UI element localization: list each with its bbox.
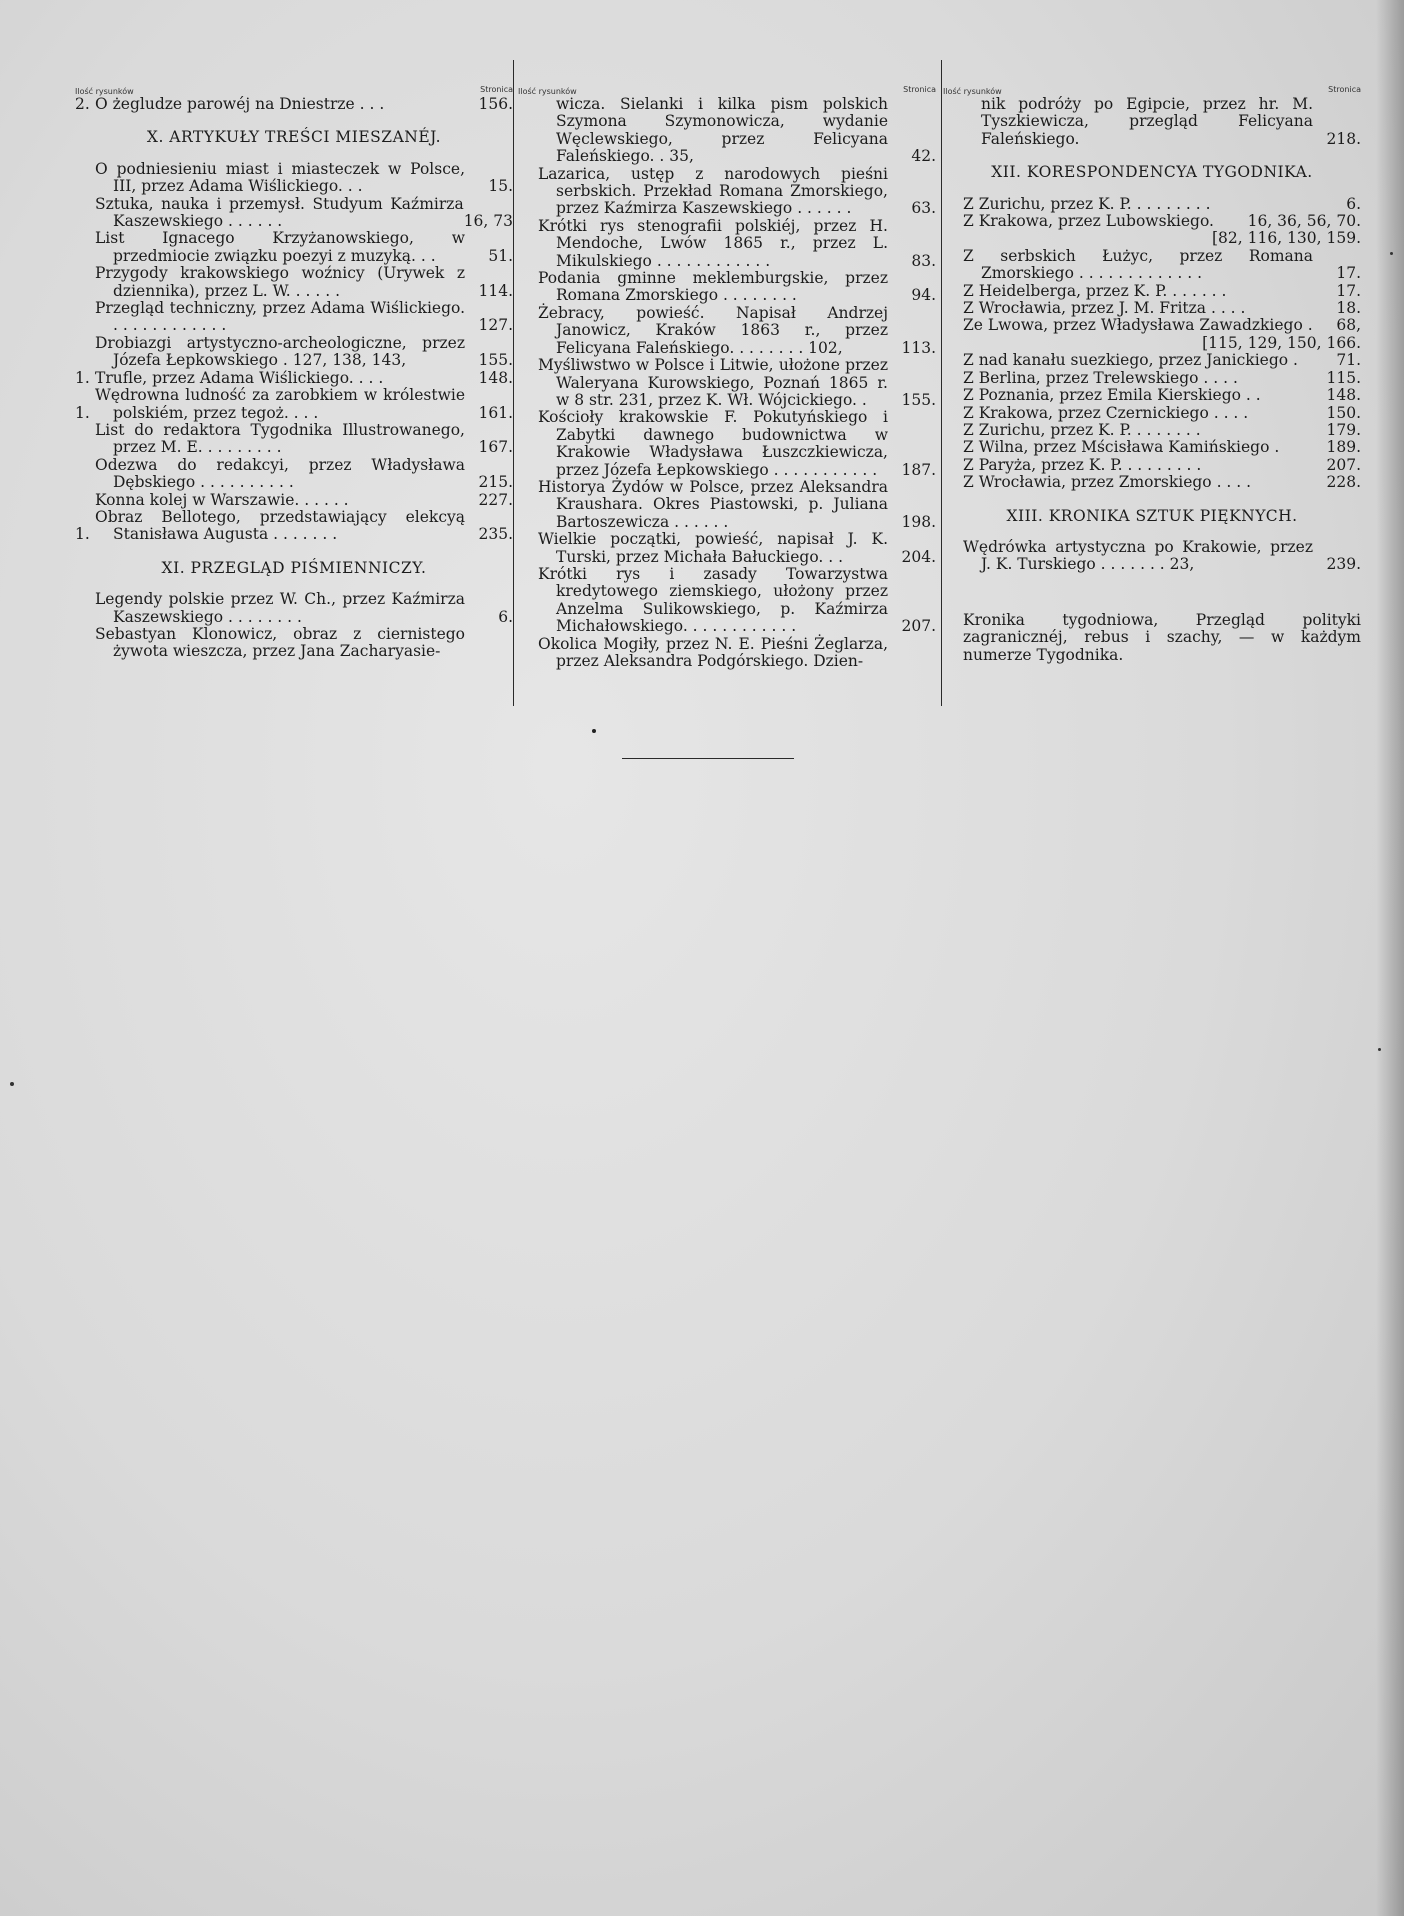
index-entry: Sebastyan Klonowicz, obraz z ciernistego żywota wieszcza, przez Jana Zacharyasie- [95,624,465,661]
page-header: Stronica [1328,85,1361,94]
column-header [943,60,1361,96]
illustrations-count-header: Ilość rysunków [943,87,1002,96]
index-entry: Podania gminne meklemburgskie, przez Romana Zmorskiego . . . . . . . . 94. [538,269,936,305]
index-entry: Okolica Mogiły, przez N. E. Pieśni Żeglarza, przez Aleksandra Podgórskiego. Dzien- [538,634,888,670]
index-entry: nik podróży po Egipcie, przez hr. M. Tyszkiewicza, przegląd Felicyana Faleńskiego. 218. [981,95,1361,148]
index-column-1 [75,60,513,661]
column-divider-2 [941,60,942,706]
index-entry: 1. Wędrowna ludność za zarobkiem w królestwie polskiém, przez tegoż. . . . 161. [75,386,513,422]
end-rule [622,758,794,759]
index-entry: Krótki rys stenografii polskiéj, przez H. Mendoche, Lwów 1865 r., przez L. Mikulskiego . . . . . . . . . . . . 83. [538,216,936,270]
ink-dot [592,729,596,733]
index-entry: [115, 129, 150, 166. [1202,333,1361,352]
index-entry: Przegląd techniczny, przez Adama Wiślickiego. . . . . . . . . . . . . 127. [95,299,513,335]
illustrations-count-header: Ilość rysunków [75,87,134,96]
section-heading-xii: XII. KORESPONDENCYA TYGODNIKA. [991,163,1313,182]
index-entry: Żebracy, powieść. Napisał Andrzej Janowicz, Kraków 1863 r., przez Felicyana Faleńskiego. . . . . . . . 102, 113. [538,303,936,357]
section-heading-xi: XI. PRZEGLĄD PIŚMIENNICZY. [161,558,427,577]
index-entry: Myśliwstwo w Polsce i Litwie, ułożone przez Waleryana Kurowskiego, Poznań 1865 r. w 8 str. 231, przez K. Wł. Wójcickiego. . 155. [538,356,936,409]
index-entry: Ze Lwowa, przez Władysława Zawadzkiego . 68, [963,316,1361,335]
index-entry: Kościoły krakowskie F. Pokutyńskiego i Zabytki dawnego budownictwa w Krakowie Władysława Łuszczkiewicza, przez Józefa Łepkowskiego . . . . . . . . . . . 187. [538,408,936,479]
column-header [75,60,513,96]
index-column-2 [518,60,936,670]
index-entry: Z Berlina, przez Trelewskiego . . . . 115. [963,368,1361,387]
page-header: Stronica [480,85,513,94]
index-entry: Legendy polskie przez W. Ch., przez Kaźmirza Kaszewskiego . . . . . . . . 6. [95,590,513,626]
index-entry: Z Wrocławia, przez Zmorskiego . . . . 228. [963,473,1361,492]
section-heading-xiii: XIII. KRONIKA SZTUK PIĘKNYCH. [1006,506,1298,525]
index-entry: List do redaktora Tygodnika Illustrowanego, przez M. E. . . . . . . . . 167. [95,420,513,457]
index-entry: Krótki rys i zasady Towarzystwa kredytowego ziemskiego, ułożony przez Anzelma Sulikowskiego, p. Kaźmirza Michałowskiego. . . . . . . . . . . . 207. [538,564,936,636]
index-entry: Z Zurichu, przez K. P. . . . . . . . 179. [963,420,1361,439]
ink-speck [1390,252,1393,255]
index-entry: O podniesieniu miast i miasteczek w Polsce, III, przez Adama Wiślickiego. . . 15. [95,159,513,196]
index-entry: Z Krakowa, przez Czernickiego . . . . 150. [963,403,1361,422]
index-entry: 2. O żegludze parowéj na Dniestrze . . . 156. [75,95,513,113]
index-entry: Konna kolej w Warszawie. . . . . . 227. [95,490,513,509]
column-header [518,60,936,96]
ink-speck [10,1082,14,1086]
ink-speck [1378,1048,1381,1051]
index-entry: Przygody krakowskiego woźnicy (Urywek z dziennika), przez L. W. . . . . . 114. [95,264,513,300]
kronika-note-text: Kronika tygodniowa, Przegląd polityki zagranicznéj, rebus i szachy, — w każdym numerze Tygodnika. [963,610,1361,664]
index-entry: Drobiazgi artystyczno-archeologiczne, przez Józefa Łepkowskiego . 127, 138, 143, 155. [95,333,513,370]
index-entry: Z Heidelberga, przez K. P. . . . . . . 17. [963,281,1361,300]
section-heading-x: X. ARTYKUŁY TREŚCI MIESZANÉJ. [146,128,442,147]
index-entry: Z Wrocławia, przez J. M. Fritza . . . . 18. [963,299,1361,318]
kronika-note [943,612,1361,664]
illustrations-count-header: Ilość rysunków [518,87,577,96]
index-entry: Lazarica, ustęp z narodowych pieśni serbskich. Przekład Romana Zmorskiego, przez Kaźmirza Kaszewskiego . . . . . . 63. [538,164,936,218]
index-entry: Sztuka, nauka i przemysł. Studyum Kaźmirza Kaszewskiego . . . . . . 16, 73 [95,194,513,231]
index-entry: Z Wilna, przez Mścisława Kamińskiego . 189. [963,438,1361,457]
index-entry: Wędrówka artystyczna po Krakowie, przez J. K. Turskiego . . . . . . . 23, 239. [963,537,1361,574]
index-entry: Odezwa do redakcyi, przez Władysława Dębskiego . . . . . . . . . . 215. [95,455,513,492]
bleed-through-texture [120,720,1270,1620]
index-entry: Z Krakowa, przez Lubowskiego. 16, 36, 56, 70. [963,212,1361,231]
index-entry: Z Paryża, przez K. P. . . . . . . . . 207. [963,455,1361,474]
column-divider-1 [513,60,514,706]
page-header: Stronica [903,85,936,94]
index-entry: Z nad kanału suezkiego, przez Janickiego . 71. [963,351,1361,370]
page-edge-shadow [1376,0,1404,1916]
index-entry: Z Zurichu, przez K. P. . . . . . . . . 6. [963,194,1361,213]
index-entry: Z serbskich Łużyc, przez Romana Zmorskiego . . . . . . . . . . . . . 17. [963,246,1361,283]
index-entry: Historya Żydów w Polsce, przez Aleksandra Kraushara. Okres Piastowski, p. Juliana Bartoszewicza . . . . . . 198. [538,477,936,531]
index-entry: 1. Obraz Bellotego, przedstawiający elekcyą Stanisława Augusta . . . . . . . 235. [75,507,513,544]
index-entry: Z Poznania, przez Emila Kierskiego . . 148. [963,386,1361,405]
index-entry: wicza. Sielanki i kilka pism polskich Szymona Szymonowicza, wydanie Węclewskiego, przez Felicyana Faleńskiego. . 35, 42. [556,95,936,166]
index-entry: List Ignacego Krzyżanowskiego, w przedmiocie związku poezyi z muzyką. . . 51. [95,229,513,265]
index-column-3 [943,60,1361,664]
index-entry: [82, 116, 130, 159. [1211,229,1361,248]
index-entry: Wielkie początki, powieść, napisał J. K. Turski, przez Michała Bałuckiego. . . 204. [538,530,936,566]
index-entry: 1. Trufle, przez Adama Wiślickiego. . . . 148. [75,368,513,387]
